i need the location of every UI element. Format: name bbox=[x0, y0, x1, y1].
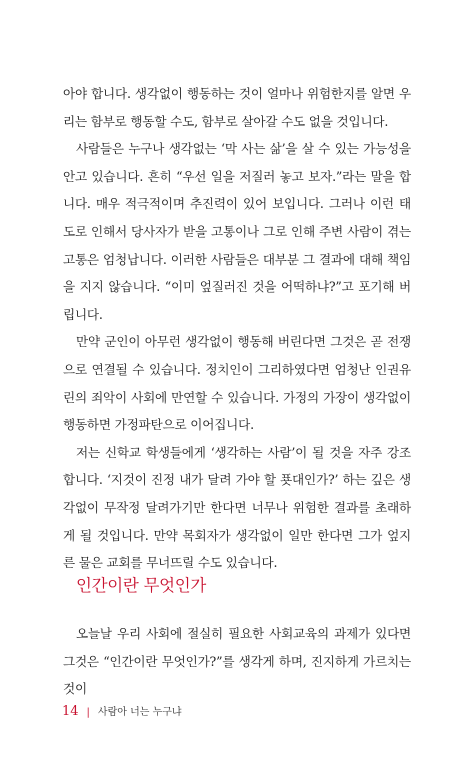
paragraph-2: 사람들은 누구나 생각없는 ‘막 사는 삶’을 살 수 있는 가능성을 안고 있습니다. 흔히 “우선 일을 저질러 놓고 보자.”라는 말을 합니다. 매우 적극적이며 추진력이 있어 보입니다. 그러나 이런 태도로 인해서 당사자가 받을 고통이나 그로 인해 주변 사람이 겪는 고통은 엄청납니다. 이러한 사람들은 대부분 그 결과에 대해 책임을 지지 않습니다. “이미 엎질러진 것을 어떡하냐?”고 포기해 버립니다. bbox=[63, 141, 411, 322]
paragraph-3: 만약 군인이 아무런 생각없이 행동해 버린다면 그것은 곧 전쟁으로 연결될 수 있습니다. 정치인이 그리하였다면 엄청난 인권유린의 죄악이 사회에 만연할 수 있습니다. 가정의 가장이 생각없이 행동하면 가정파탄으로 이어집니다. bbox=[63, 334, 411, 433]
section-text bbox=[63, 620, 411, 703]
page-footer bbox=[62, 703, 182, 719]
page-number: 14 bbox=[62, 704, 79, 719]
footer-separator: | bbox=[86, 707, 90, 718]
section-heading: 인간이란 무엇인가 bbox=[76, 576, 207, 595]
paragraph-4: 저는 신학교 학생들에게 ‘생각하는 사람’이 될 것을 자주 강조합니다. ‘지것이 진정 내가 달려 가야 할 푯대인가?’ 하는 깊은 생각없이 무작정 달려가기만 한다면 너무나 위험한 결과를 초래하게 될 것입니다. 만약 목회자가 생각없이 일만 한다면 그가 엎지른 물은 교회를 무너뜨릴 수도 있습니다. bbox=[63, 444, 411, 571]
book-title: 사람아 너는 누구냐 bbox=[97, 707, 182, 718]
paragraph-1: 아야 합니다. 생각없이 행동하는 것이 얼마나 위험한지를 알면 우리는 함부로 행동할 수도, 함부로 살아갈 수도 없을 것입니다. bbox=[63, 86, 411, 129]
body-text bbox=[63, 80, 411, 577]
section-paragraph: 오늘날 우리 사회에 절실히 필요한 사회교육의 과제가 있다면 그것은 “인간이란 무엇인가?”를 생각게 하며, 진지하게 가르치는 것이 bbox=[63, 626, 411, 697]
